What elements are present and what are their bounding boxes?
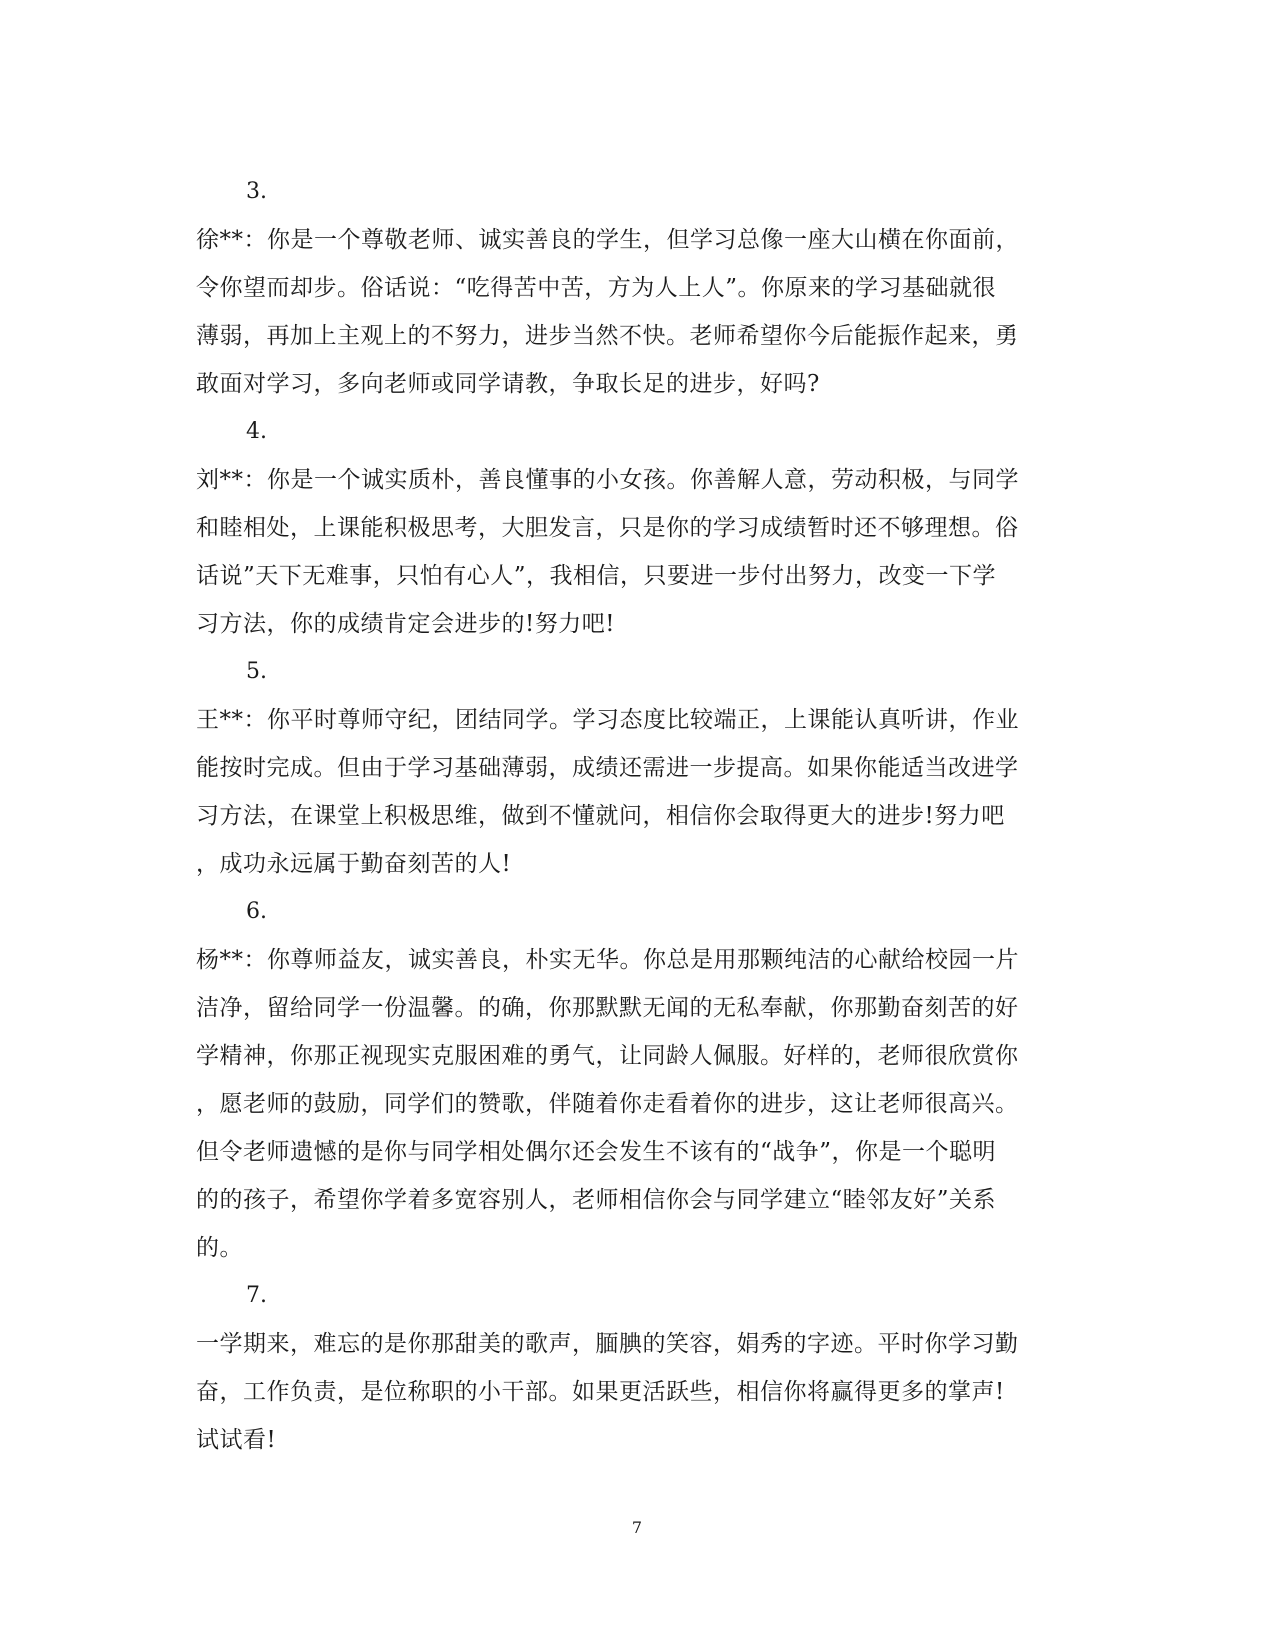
entry	[196, 168, 1076, 408]
text-line: 奋，工作负责，是位称职的小干部。如果更活跃些，相信你将赢得更多的掌声!	[196, 1379, 1005, 1405]
text-line: 王**：你平时尊师守纪，团结同学。学习态度比较端正，上课能认真听讲，作业	[196, 707, 1019, 733]
text-line: ，愿老师的鼓励，同学们的赞歌，伴随着你走看着你的进步，这让老师很高兴。	[196, 1091, 1019, 1117]
text-line: 一学期来，难忘的是你那甜美的歌声，腼腆的笑容，娟秀的字迹。平时你学习勤	[196, 1331, 1019, 1357]
entry-number: 3.	[246, 179, 267, 204]
text-line: ，成功永远属于勤奋刻苦的人!	[196, 851, 512, 877]
text-line: 刘**：你是一个诚实质朴，善良懂事的小女孩。你善解人意，劳动积极，与同学	[196, 467, 1019, 493]
text-line: 习方法，你的成绩肯定会进步的!努力吧!	[196, 611, 615, 637]
text-line: 试试看!	[196, 1427, 277, 1453]
entry-number: 4.	[246, 419, 267, 444]
text-line: 令你望而却步。俗话说：“吃得苦中苦，方为人上人”。你原来的学习基础就很	[196, 275, 997, 301]
text-line: 薄弱，再加上主观上的不努力，进步当然不快。老师希望你今后能振作起来，勇	[196, 323, 1019, 349]
entry	[196, 888, 1076, 1272]
text-line: 和睦相处，上课能积极思考，大胆发言，只是你的学习成绩暂时还不够理想。俗	[196, 515, 1019, 541]
entry	[196, 1272, 1076, 1464]
comments-body	[196, 168, 1076, 1464]
entry-number: 7.	[246, 1283, 267, 1308]
entry	[196, 648, 1076, 888]
text-line: 学精神，你那正视现实克服困难的勇气，让同龄人佩服。好样的，老师很欣赏你	[196, 1043, 1019, 1069]
text-line: 习方法，在课堂上积极思维，做到不懂就问，相信你会取得更大的进步!努力吧	[196, 803, 1005, 829]
entry-number: 6.	[246, 899, 267, 924]
page-number: 7	[631, 1518, 643, 1537]
text-line: 话说”天下无难事，只怕有心人”，我相信，只要进一步付出努力，改变一下学	[196, 563, 997, 589]
text-line: 的。	[196, 1235, 243, 1261]
text-line: 但令老师遗憾的是你与同学相处偶尔还会发生不该有的“战争”，你是一个聪明	[196, 1139, 997, 1165]
text-line: 杨**：你尊师益友，诚实善良，朴实无华。你总是用那颗纯洁的心献给校园一片	[196, 947, 1019, 973]
text-line: 敢面对学习，多向老师或同学请教，争取长足的进步，好吗?	[196, 371, 820, 397]
text-line: 洁净，留给同学一份温馨。的确，你那默默无闻的无私奉献，你那勤奋刻苦的好	[196, 995, 1019, 1021]
text-line: 的的孩子，希望你学着多宽容别人，老师相信你会与同学建立“睦邻友好”关系	[196, 1187, 997, 1213]
text-line: 徐**：你是一个尊敬老师、诚实善良的学生，但学习总像一座大山横在你面前，	[196, 227, 1019, 253]
entry	[196, 408, 1076, 648]
text-line: 能按时完成。但由于学习基础薄弱，成绩还需进一步提高。如果你能适当改进学	[196, 755, 1019, 781]
entry-number: 5.	[246, 659, 267, 684]
